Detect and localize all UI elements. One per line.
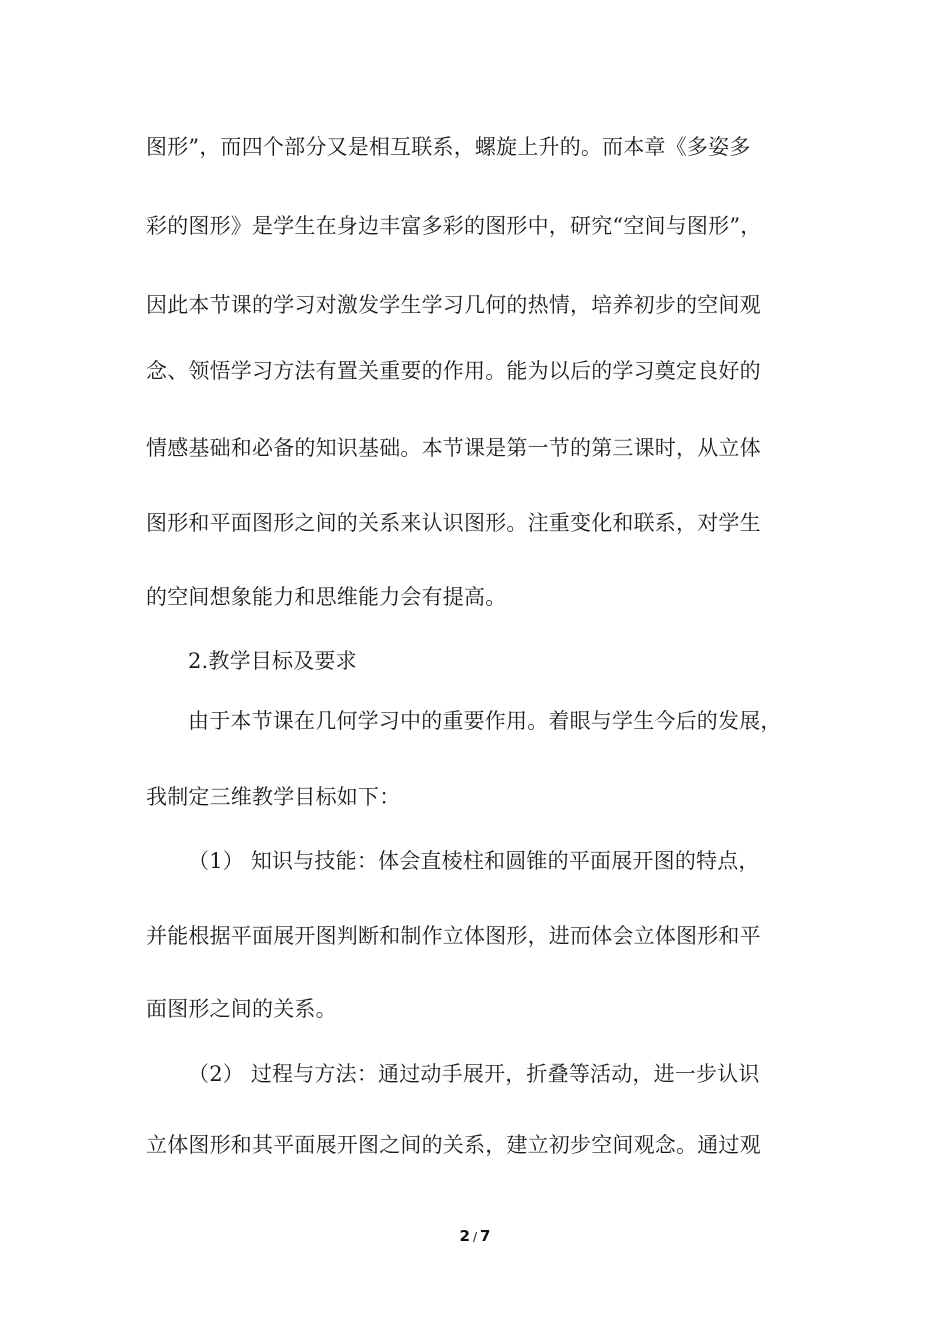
section-heading: 2.教学目标及要求 xyxy=(188,649,357,673)
paragraph-line: 我制定三维教学目标如下： xyxy=(146,785,401,809)
list-item-line: （1） 知识与技能：体会直棱柱和圆锥的平面展开图的特点， xyxy=(188,849,760,873)
paragraph-line: 情感基础和必备的知识基础。本节课是第一节的第三课时，从立体 xyxy=(146,436,761,460)
current-page-number: 2 xyxy=(459,1227,470,1245)
paragraph-line: 由于本节课在几何学习中的重要作用。着眼与学生今后的发展， xyxy=(188,709,782,733)
paragraph-line: 面图形之间的关系。 xyxy=(146,997,337,1021)
paragraph-line: 彩的图形》是学生在身边丰富多彩的图形中，研究“空间与图形”， xyxy=(146,214,762,238)
page-separator: / xyxy=(472,1230,478,1244)
paragraph-line: 的空间想象能力和思维能力会有提高。 xyxy=(146,585,507,609)
paragraph-line: 图形和平面图形之间的关系来认识图形。注重变化和联系，对学生 xyxy=(146,511,761,535)
paragraph-line: 立体图形和其平面展开图之间的关系，建立初步空间观念。通过观 xyxy=(146,1133,761,1157)
list-item-line: （2） 过程与方法：通过动手展开，折叠等活动，进一步认识 xyxy=(188,1062,760,1086)
paragraph-line: 并能根据平面展开图判断和制作立体图形，进而体会立体图形和平 xyxy=(146,924,761,948)
paragraph-line: 念、领悟学习方法有置关重要的作用。能为以后的学习奠定良好的 xyxy=(146,359,761,383)
total-pages-number: 7 xyxy=(480,1227,491,1245)
page-number xyxy=(0,1226,950,1247)
paragraph-line: 因此本节课的学习对激发学生学习几何的热情，培养初步的空间观 xyxy=(146,293,761,317)
paragraph-line: 图形”，而四个部分又是相互联系，螺旋上升的。而本章《多姿多 xyxy=(146,135,751,159)
